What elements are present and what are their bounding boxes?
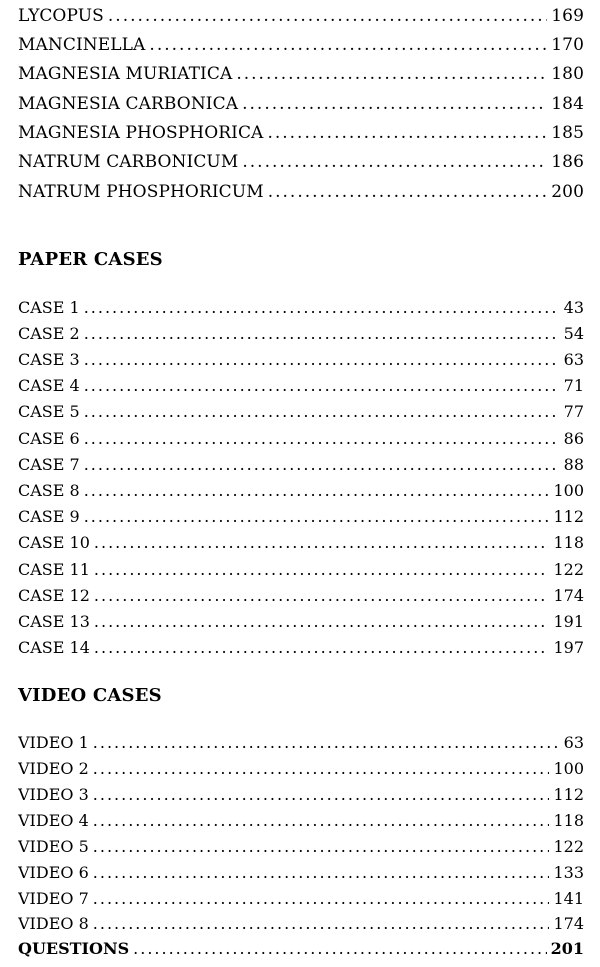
toc-entry-label: VIDEO 4 <box>18 811 89 830</box>
toc-entry <box>18 533 584 552</box>
toc-entry-label: CASE 2 <box>18 324 80 343</box>
toc-entry-label: QUESTIONS <box>18 939 130 958</box>
toc-entry-page: 191 <box>553 612 584 631</box>
toc-entry-label: MAGNESIA CARBONICA <box>18 94 239 114</box>
toc-entry <box>18 376 584 395</box>
dot-leader <box>267 123 547 143</box>
toc-entry-label: VIDEO 6 <box>18 863 89 882</box>
dot-leader <box>84 481 550 500</box>
toc-entry-label: CASE 14 <box>18 638 90 657</box>
toc-entry-page: 43 <box>563 298 584 317</box>
toc-entry-page: 77 <box>563 402 584 421</box>
toc-entry-page: 185 <box>551 123 584 143</box>
section-heading-video-cases: VIDEO CASES <box>18 685 162 706</box>
toc-entry-page: 86 <box>563 429 584 448</box>
toc-entry <box>18 182 584 202</box>
dot-leader <box>84 324 560 343</box>
toc-entry <box>18 455 584 474</box>
toc-entry-label: CASE 3 <box>18 350 80 369</box>
dot-leader <box>84 429 560 448</box>
dot-leader <box>94 612 550 631</box>
dot-leader <box>94 560 550 579</box>
toc-entry-page: 201 <box>550 939 584 958</box>
toc-entry-page: 122 <box>553 837 584 856</box>
dot-leader <box>84 376 560 395</box>
toc-entry <box>18 123 584 143</box>
toc-entry-label: VIDEO 8 <box>18 914 89 933</box>
toc-entry-label: VIDEO 5 <box>18 837 89 856</box>
toc-entry-page: 186 <box>551 152 584 172</box>
toc-entry <box>18 152 584 172</box>
toc-entry-page: 174 <box>553 586 584 605</box>
dot-leader <box>108 6 547 26</box>
toc-entry <box>18 811 584 830</box>
toc-entry <box>18 889 584 908</box>
dot-leader <box>93 785 550 804</box>
toc-entry-label: MAGNESIA PHOSPHORICA <box>18 123 264 143</box>
toc-entry <box>18 94 584 114</box>
toc-entry-page: 169 <box>551 6 584 26</box>
toc-entry-page: 112 <box>553 785 584 804</box>
toc-entry-label: NATRUM PHOSPHORICUM <box>18 182 264 202</box>
toc-entry-page: 180 <box>551 64 584 84</box>
toc-entry <box>18 914 584 933</box>
toc-entry-label: CASE 12 <box>18 586 90 605</box>
section-heading-paper-cases: PAPER CASES <box>18 249 163 270</box>
dot-leader <box>93 914 550 933</box>
dot-leader <box>94 638 550 657</box>
toc-entry <box>18 402 584 421</box>
dot-leader <box>84 507 550 526</box>
toc-entry-page: 141 <box>553 889 584 908</box>
dot-leader <box>93 889 550 908</box>
toc-entry-label: CASE 1 <box>18 298 80 317</box>
toc-entry-label: NATRUM CARBONICUM <box>18 152 239 172</box>
dot-leader <box>93 811 550 830</box>
toc-entry <box>18 612 584 631</box>
toc-entry <box>18 507 584 526</box>
dot-leader <box>93 759 550 778</box>
toc-entry-label: VIDEO 7 <box>18 889 89 908</box>
toc-entry-label: LYCOPUS <box>18 6 104 26</box>
dot-leader <box>133 939 546 958</box>
dot-leader <box>236 64 547 84</box>
dot-leader <box>84 350 560 369</box>
toc-entry-page: 197 <box>553 638 584 657</box>
dot-leader <box>242 94 547 114</box>
toc-entry-page: 88 <box>563 455 584 474</box>
dot-leader <box>149 35 547 55</box>
toc-entry-questions <box>18 939 584 958</box>
toc-entry-page: 118 <box>553 811 584 830</box>
toc-entry-page: 71 <box>563 376 584 395</box>
dot-leader <box>84 455 560 474</box>
toc-entry-page: 118 <box>553 533 584 552</box>
toc-entry <box>18 759 584 778</box>
toc-entry <box>18 837 584 856</box>
toc-entry-label: CASE 5 <box>18 402 80 421</box>
toc-entry-label: CASE 11 <box>18 560 90 579</box>
toc-entry <box>18 586 584 605</box>
toc-entry <box>18 785 584 804</box>
toc-entry-page: 100 <box>553 481 584 500</box>
dot-leader <box>93 837 550 856</box>
toc-entry <box>18 638 584 657</box>
toc-entry-page: 200 <box>551 182 584 202</box>
toc-entry-label: VIDEO 3 <box>18 785 89 804</box>
dot-leader <box>93 733 560 752</box>
toc-entry <box>18 298 584 317</box>
toc-entry-page: 174 <box>553 914 584 933</box>
dot-leader <box>268 182 548 202</box>
toc-entry-page: 100 <box>553 759 584 778</box>
dot-leader <box>94 533 550 552</box>
toc-entry <box>18 35 584 55</box>
toc-entry <box>18 429 584 448</box>
dot-leader <box>84 402 560 421</box>
toc-entry-label: CASE 10 <box>18 533 90 552</box>
toc-entry-label: CASE 8 <box>18 481 80 500</box>
toc-entry <box>18 6 584 26</box>
dot-leader <box>242 152 547 172</box>
toc-entry-page: 63 <box>563 350 584 369</box>
toc-entry-label: MAGNESIA MURIATICA <box>18 64 233 84</box>
dot-leader <box>94 586 550 605</box>
toc-entry-page: 170 <box>551 35 584 55</box>
dot-leader <box>93 863 550 882</box>
toc-entry <box>18 560 584 579</box>
dot-leader <box>84 298 560 317</box>
toc-entry-label: CASE 4 <box>18 376 80 395</box>
toc-entry <box>18 481 584 500</box>
toc-entry-page: 112 <box>553 507 584 526</box>
toc-entry <box>18 863 584 882</box>
toc-entry-page: 184 <box>551 94 584 114</box>
toc-entry-label: VIDEO 1 <box>18 733 89 752</box>
toc-entry <box>18 350 584 369</box>
toc-entry <box>18 64 584 84</box>
toc-entry <box>18 733 584 752</box>
toc-entry-label: CASE 9 <box>18 507 80 526</box>
toc-entry-page: 63 <box>563 733 584 752</box>
toc-entry-page: 133 <box>553 863 584 882</box>
toc-entry-page: 122 <box>553 560 584 579</box>
toc-entry-label: MANCINELLA <box>18 35 146 55</box>
toc-entry-label: CASE 6 <box>18 429 80 448</box>
toc-entry-label: CASE 13 <box>18 612 90 631</box>
toc-entry-label: CASE 7 <box>18 455 80 474</box>
toc-entry-page: 54 <box>563 324 584 343</box>
toc-entry <box>18 324 584 343</box>
toc-entry-label: VIDEO 2 <box>18 759 89 778</box>
